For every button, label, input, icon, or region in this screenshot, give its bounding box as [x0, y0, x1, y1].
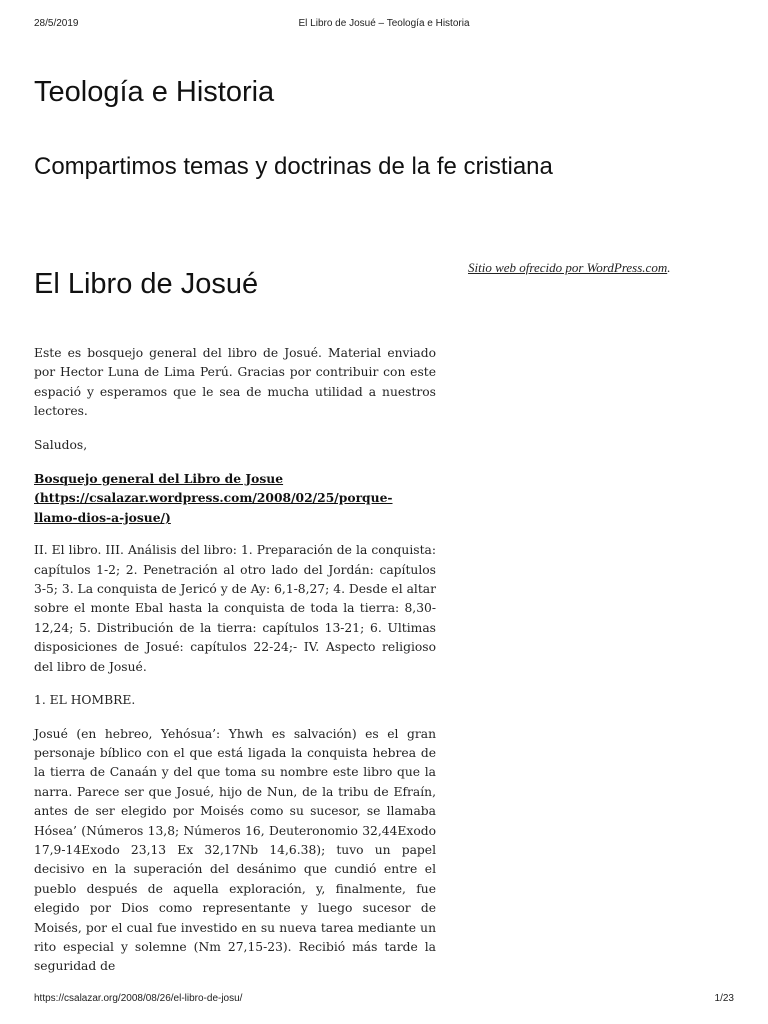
outline-paragraph: II. El libro. III. Análisis del libro: 1. Preparación de la conquista: capítulos 1-2; 2. Penetración al otro lado del Jordán: capítulos 3-5; 3. La conquista de Jericó y de Ay: 6,1-8,27; 4. Desde el altar sobre el monte Ebal hasta la conquista de toda la tierra: 8,30-12,24; 5. Distribución de la tierra: capítulos 13-21; 6. Ultimas disposiciones de Josué: capítulos 22-24;- IV. Aspecto religioso del libro de Josué.	[34, 543, 436, 674]
post-content	[34, 344, 436, 991]
wordpress-credit-link[interactable]: Sitio web ofrecido por WordPress.com	[468, 260, 668, 275]
site-title[interactable]: Teología e Historia	[34, 76, 275, 108]
print-date: 28/5/2019	[34, 18, 79, 29]
credit-period: .	[667, 260, 671, 275]
sidebar-credit	[468, 260, 670, 276]
outline-link[interactable]: Bosquejo general del Libro de Josue (https://csalazar.wordpress.com/2008/02/25/porque-llamo-dios-a-josue/)	[34, 471, 393, 525]
print-header	[0, 18, 768, 32]
site-tagline: Compartimos temas y doctrinas de la fe cristiana	[34, 153, 553, 180]
print-footer	[0, 993, 768, 1007]
post-title: El Libro de Josué	[34, 268, 259, 300]
print-document-title: El Libro de Josué – Teología e Historia	[298, 18, 470, 29]
body-paragraph: Josué (en hebreo, Yehósua’: Yhwh es salvación) es el gran personaje bíblico con el que está ligada la conquista hebrea de la tierra de Canaán y del que toma su nombre este libro que la narra. Parece ser que Josué, hijo de Nun, de la tribu de Efraín, antes de ser elegido por Moisés como su sucesor, se llamaba Hósea’ (Números 13,8; Números 16, Deuteronomio 32,44Exodo 17,9-14Exodo 23,13 Ex 32,17Nb 14,6.38); tuvo un papel decisivo en la superación del desánimo que cundió entre el pueblo después de aquella exploración, y, finalmente, fue elegido por Dios como representante y luego sucesor de Moisés, por el cual fue investido en su nueva tarea mediante un rito especial y solemne (Nm 27,15-23). Recibió más tarde la seguridad de	[34, 726, 436, 974]
outline-link-paragraph	[34, 469, 436, 527]
salutation: Saludos,	[34, 437, 88, 452]
section-heading: 1. EL HOMBRE.	[34, 693, 136, 708]
intro-paragraph: Este es bosquejo general del libro de Josué. Material enviado por Hector Luna de Lima Perú. Gracias por contribuir con este espació y esperamos que le sea de mucha utilidad a nuestros lectores.	[34, 346, 436, 419]
print-url: https://csalazar.org/2008/08/26/el-libro-de-josu/	[34, 993, 243, 1004]
page-number: 1/23	[714, 993, 734, 1004]
